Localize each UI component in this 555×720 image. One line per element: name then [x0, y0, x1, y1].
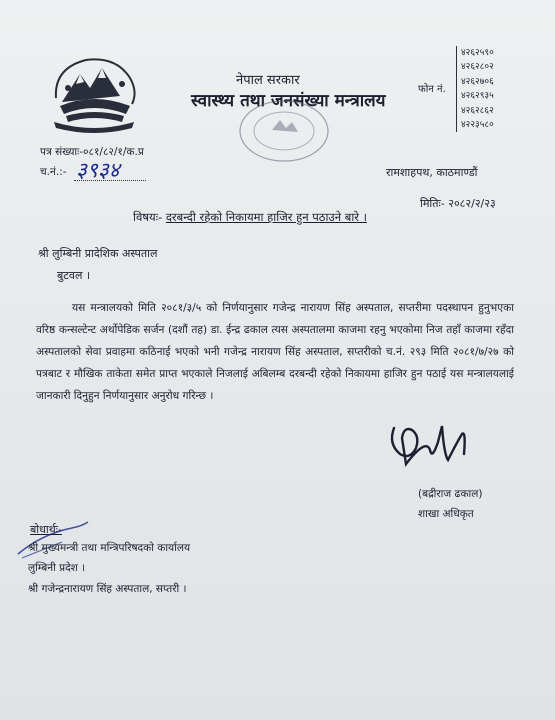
subject-line [133, 210, 367, 225]
signatory-name: (बद्रीराज ढकाल) [418, 488, 483, 500]
phone-number: ४२६२७०६ [461, 76, 494, 87]
handwritten-signature-icon [386, 414, 472, 474]
phone-label: फोन नं. [418, 84, 446, 95]
phone-number: ४२६२५९० [461, 48, 494, 58]
cc-heading: बोधार्थः- [30, 523, 62, 536]
phone-number: ४२६२९३५ [461, 91, 494, 102]
office-stamp-icon [236, 96, 332, 166]
cc-item: श्री गजेन्द्रनारायण सिंह अस्पताल, सप्तरी । [28, 583, 187, 595]
recipient-name: श्री लुम्बिनी प्रादेशिक अस्पताल [38, 247, 158, 260]
letter-date: मितिः- २०८२/२/२३ [420, 197, 496, 210]
letter-body: यस मन्त्रालयको मिति २०८१/३/५ को निर्णयानुसार गजेन्द्र नारायण सिंह अस्पताल, सप्तरीमा पदस्थापन हुनुभएका वरिष्ठ कन्सल्टेन्ट अर्थोपेडिक सर्जन (दशौं तह) डा. ईन्द्र ढकाल त्यस अस्पतालमा काजमा रहनु भएकोमा निज तहाँ काजमा रहँदा अस्पतालको सेवा प्रवाहमा कठिनाई भएको भनी गजेन्द्र नारायण सिंह अस्पताल, सप्तरीको च.नं. २९३ मिति २०८१/७/२७ को पत्रबाट र मौखिक ताकेता समेत प्राप्त भएकाले निजलाई अबिलम्ब दरबन्दी रहेको निकायमा हाजिर हुन पठाई यस मन्त्रालयलाई जानकारी दिनुहुन निर्णयानुसार अनुरोध गरिन्छ । [36, 302, 514, 402]
cc-item: लुम्बिनी प्रदेश । [28, 562, 86, 574]
dispatch-number-handwritten: ३९३४ [76, 158, 120, 182]
dispatch-number-line [74, 180, 146, 181]
cc-item: श्री मुख्यमन्त्री तथा मन्त्रिपरिषदको कार्यालय [28, 542, 191, 554]
phone-number: ४२६२८६२ [461, 105, 494, 116]
office-address: रामशाहपथ, काठमाण्डौं [386, 166, 478, 179]
ministry-name: स्वास्थ्य तथा जनसंख्या मन्त्रालय [191, 91, 386, 111]
subject-text: दरबन्दी रहेको निकायमा हाजिर हुन पठाउने बारे । [165, 210, 368, 224]
recipient-location: बुटवल । [57, 269, 91, 282]
phone-number-list [456, 46, 525, 132]
letter-reference-number: पत्र संख्याः-०८१/८२/१/क.प्र [40, 146, 144, 158]
dispatch-number-label: च.नं.:- [40, 166, 67, 178]
signatory-title: शाखा अधिकृत [418, 508, 474, 520]
phone-number: ४२२३५८० [461, 120, 494, 131]
government-name: नेपाल सरकार [236, 73, 300, 88]
nepal-emblem-icon [46, 48, 142, 134]
subject-label: विषयः- [133, 210, 163, 224]
phone-number: ४२६२८०२ [461, 62, 494, 73]
